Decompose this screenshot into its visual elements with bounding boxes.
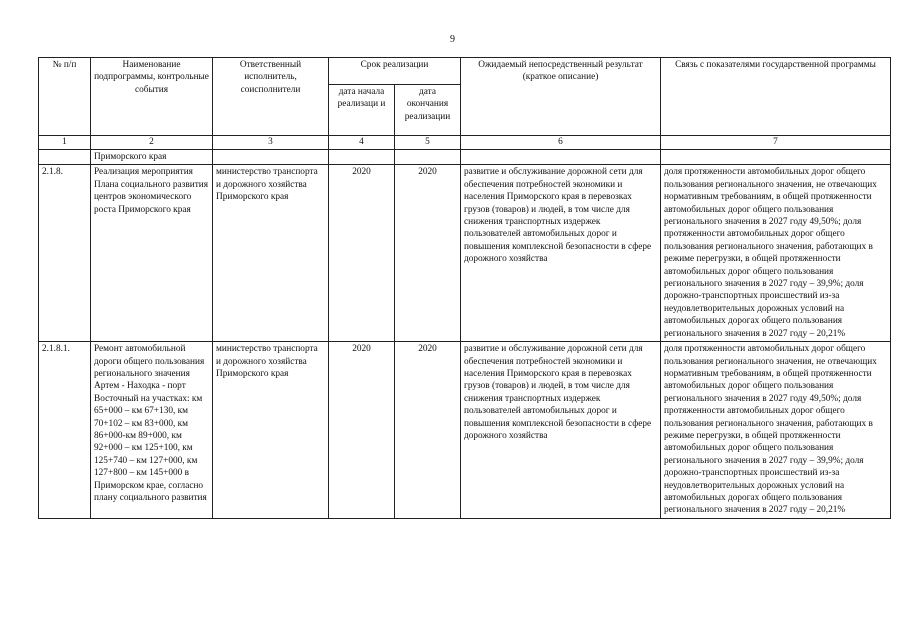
column-number: 3: [213, 136, 329, 150]
column-number: 2: [91, 136, 213, 150]
page-number: 9: [450, 34, 455, 45]
header-responsible: Ответственный исполнитель, соисполнители: [213, 58, 329, 136]
row-link: доля протяженности автомобильных дорог общего пользования регионального значения, не отвечающих нормативным требованиям, в общей протяженности автомобильных дорог общего пользования регионального значения в 2027 году 49,50%; доля протяженности автомобильных дорог общего пользования регионального значения, работающих в режиме перегрузки, в общей протяженности автомобильных дорог общего пользования регионального значения в 2027 году – 39,9%; доля дорожно-транспортных происшествий из-за неудовлетворительных дорожных условий на автомобильных дорогах общего пользования регионального значения в 2027 году – 20,21%: [661, 342, 891, 519]
row-result: развитие и обслуживание дорожной сети для обеспечения потребностей экономики и населения Приморского края в перевозках грузов (товаров) и людей, в том числе для снижения транспортных издержек пользователей автомобильных дорог и повышения комплексной безопасности в сфере дорожного хозяйства: [461, 342, 661, 519]
row-name: Реализация мероприятия Плана социального развития центров экономического роста Приморского края: [91, 165, 213, 342]
row-result: развитие и обслуживание дорожной сети для обеспечения потребностей экономики и населения Приморского края в перевозках грузов (товаров) и людей, в том числе для снижения транспортных издержек пользователей автомобильных дорог и повышения комплексной безопасности в сфере дорожного хозяйства: [461, 165, 661, 342]
row-number: 2.1.8.: [39, 165, 91, 342]
program-table: [38, 57, 891, 519]
column-number: 7: [661, 136, 891, 150]
table-row: [39, 165, 891, 342]
row-start-year: 2020: [329, 165, 395, 342]
row-link: доля протяженности автомобильных дорог общего пользования регионального значения, не отвечающих нормативным требованиям, в общей протяженности автомобильных дорог общего пользования регионального значения в 2027 году 49,50%; доля протяженности автомобильных дорог общего пользования регионального значения, работающих в режиме перегрузки, в общей протяженности автомобильных дорог общего пользования регионального значения в 2027 году – 39,9%; доля дорожно-транспортных происшествий из-за неудовлетворительных дорожных условий на автомобильных дорогах общего пользования регионального значения в 2027 году – 20,21%: [661, 165, 891, 342]
continuation-text: Приморского края: [91, 150, 213, 165]
header-start-date: дата начала реализаци и: [329, 85, 395, 136]
header-result: Ожидаемый непосредственный результат (краткое описание): [461, 58, 661, 136]
table-row: [39, 342, 891, 519]
column-number: 6: [461, 136, 661, 150]
row-start-year: 2020: [329, 342, 395, 519]
header-number: № п/п: [39, 58, 91, 136]
header-row: [39, 58, 891, 85]
row-responsible: министерство транспорта и дорожного хозяйства Приморского края: [213, 165, 329, 342]
column-number-row: [39, 136, 891, 150]
column-number: 4: [329, 136, 395, 150]
header-end-date: дата окончания реализации: [395, 85, 461, 136]
row-number: 2.1.8.1.: [39, 342, 91, 519]
continuation-row: [39, 150, 891, 165]
column-number: 1: [39, 136, 91, 150]
header-term: Срок реализации: [329, 58, 461, 85]
row-responsible: министерство транспорта и дорожного хозяйства Приморского края: [213, 342, 329, 519]
header-link: Связь с показателями государственной программы: [661, 58, 891, 136]
row-name: Ремонт автомобильной дороги общего пользования регионального значения Артем - Находка - порт Восточный на участках: км 65+000 – км 67+130, км 70+102 – км 83+000, км 86+000-км 89+000, км 92+000 – км 125+100, км 125+740 – км 127+000, км 127+800 – км 145+000 в Приморском крае, согласно плану социального развития: [91, 342, 213, 519]
header-name: Наименование подпрограммы, контрольные события: [91, 58, 213, 136]
row-end-year: 2020: [395, 342, 461, 519]
column-number: 5: [395, 136, 461, 150]
row-end-year: 2020: [395, 165, 461, 342]
